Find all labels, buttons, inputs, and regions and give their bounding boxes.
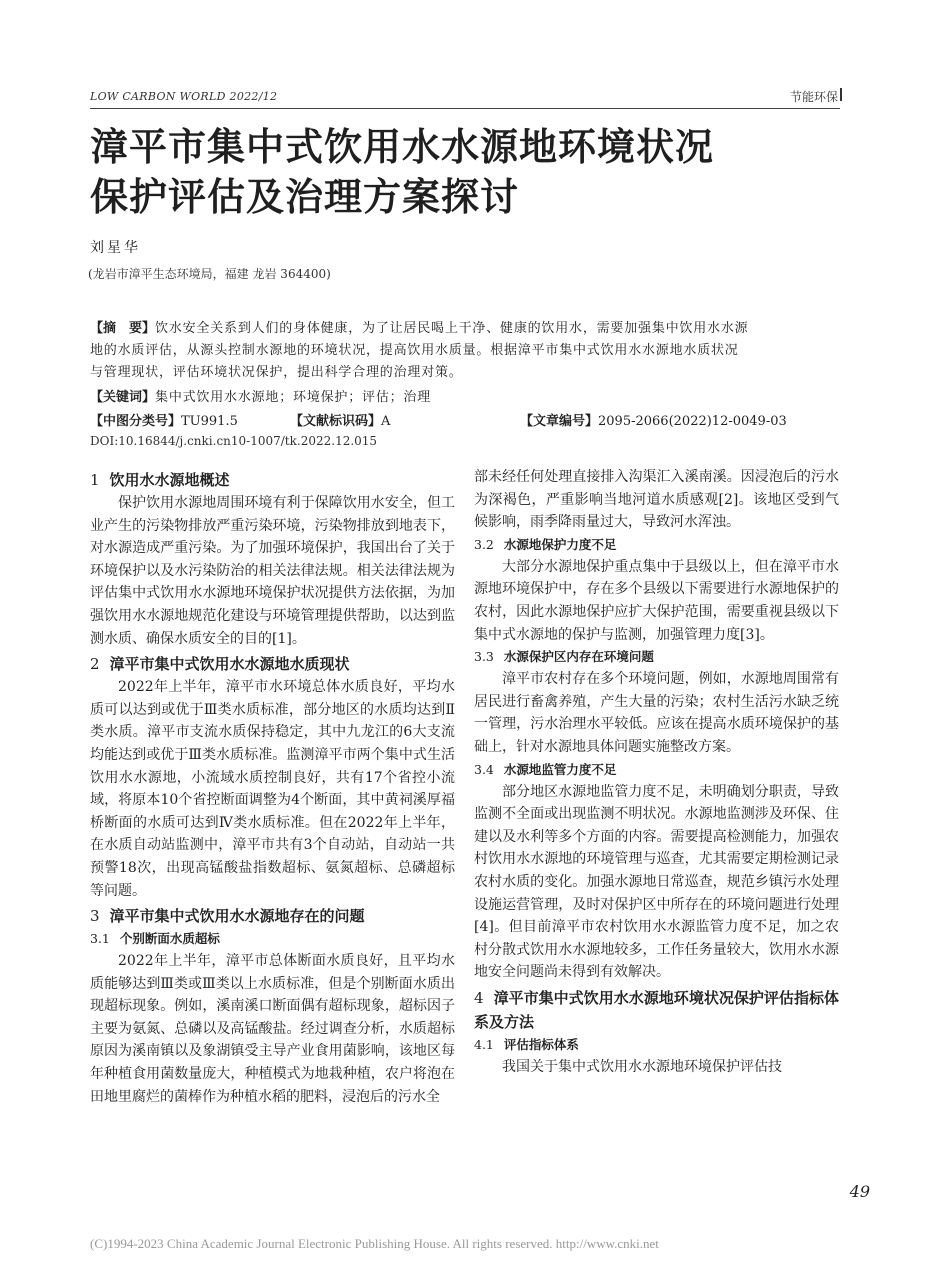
subsection-heading-3-3: 3.3 水源保护区内存在环境问题 (474, 649, 654, 665)
doc-code-value: A (381, 414, 391, 429)
affiliation: (龙岩市漳平生态环境局，福建 龙岩 364400) (88, 267, 331, 281)
keywords-text: 集中式饮用水水源地；环境保护；评估；治理 (155, 390, 432, 405)
journal-header: LOW CARBON WORLD 2022/12 (90, 90, 278, 103)
paragraph: 我国关于集中式饮用水水源地环境保护评估技 (502, 1058, 782, 1075)
paragraph: 漳平市农村存在多个环境问题，例如，水源地周围常有居民进行畜禽养殖，产生大量的污染；农村生活污水缺乏统一管理，污水治理水平较低。应该在提高水质环境保护的基础上，针对水源地具体问题实施整改方案。 (474, 671, 839, 755)
article-number (520, 410, 787, 429)
classification-value: TU991.5 (181, 414, 238, 429)
title-line-1: 漳平市集中式饮用水水源地环境状况 (90, 125, 715, 169)
paragraph: 部未经任何处理直接排入沟渠汇入溪南溪。因浸泡后的污水为深褐色，严重影响当地河道水质感观[2]。该地区受到气候影响，雨季降雨量过大，导致河水浑浊。 (474, 469, 839, 531)
paragraph: 部分地区水源地监管力度不足，未明确划分职责，导致监测不全面或出现监测不明状况。水源地监测涉及环保、住建以及水利等多个方面的内容。需要提高检测能力，加强农村饮用水水源地的环境管理与巡查，尤其需要定期检测记录农村水质的变化。加强水源地日常巡查，规范乡镇污水处理设施运营管理，及时对保护区中所存在的环境问题进行处理[4]。但目前漳平市农村饮用水水源监管力度不足，加之农村分散式饮用水水源地较多，工作任务量较大，饮用水水源地安全问题尚未得到有效解决。 (474, 783, 839, 981)
header-rule (90, 108, 840, 109)
article-number-value: 2095-2066(2022)12-0049-03 (598, 414, 787, 429)
keywords-label: 【关键词】 (90, 390, 156, 405)
article-number-label: 【文章编号】 (520, 414, 599, 429)
section-heading-2: 2 漳平市集中式饮用水水源地水质现状 (90, 655, 350, 674)
doc-code (290, 410, 390, 429)
article-title (90, 122, 714, 222)
subsection-heading-3-4: 3.4 水源地监管力度不足 (474, 761, 617, 777)
section-label: 节能环保 (789, 90, 838, 104)
paragraph: 保护饮用水源地周围环境有利于保障饮用水安全，但工业产生的污染物排放严重污染环境，污染物排放到地表下，对水源造成严重污染。为了加强环境保护，我国出台了关于环境保护以及水污染防治的相关法律法规。相关法律法规为评估集中式饮用水水源地环境保护状况提供方法依据，为加强饮用水水源地规范化建设与环境管理提供帮助，以达到监测水质、确保水质安全的目的[1]。 (90, 495, 455, 647)
subsection-heading-3-2: 3.2 水源地保护力度不足 (474, 536, 617, 552)
column-right (474, 466, 839, 1078)
abstract-line-2: 地的水质评估，从源头控制水源地的环境状况，提高饮用水质量。根据漳平市集中式饮用水水源地水质状况 (90, 343, 739, 358)
copyright-footer: (C)1994-2023 China Academic Journal Electronic Publishing House. All rights reserved. http://www.cnki.net (90, 1236, 659, 1251)
doi: DOI:10.16844/j.cnki.cn10-1007/tk.2022.12.015 (90, 434, 378, 448)
classification (90, 410, 238, 429)
section-heading-4: 4 漳平市集中式饮用水水源地环境状况保护评估指标体系及方法 (474, 988, 839, 1031)
abstract-line-3: 与管理现状，评估环境状况保护，提出科学合理的治理对策。 (90, 365, 463, 380)
paragraph: 大部分水源地保护重点集中于县级以上，但在漳平市水源地环境保护中，存在多个县级以下需要进行水源地保护的农村，因此水源地保护应扩大保护范围，需要重视县级以下集中式水源地的保护与监测，加强管理力度[3]。 (474, 558, 839, 643)
author: 刘星华 (90, 240, 141, 256)
section-heading-1: 1 饮用水水源地概述 (90, 471, 230, 489)
paragraph: 2022年上半年，漳平市水环境总体水质良好，平均水质可以达到或优于Ⅲ类水质标准，部分地区的水质均达到Ⅱ类水质。漳平市支流水质保持稳定，其中九龙江的6大支流均能达到或优于Ⅲ类水质标准。监测漳平市两个集中式生活饮用水水源地，小流域水质控制良好，共有17个省控小流域，将原本10个省控断面调整为4个断面，其中黄祠溪厚福桥断面的水质可达到Ⅳ类水质标准。但在2022年上半年，在水质自动站监测中，漳平市共有3个自动站，自动站一共预警18次，出现高锰酸盐指数超标、氨氮超标、总磷超标等问题。 (90, 679, 455, 899)
abstract (90, 318, 840, 384)
section-heading-3: 3 漳平市集中式饮用水水源地存在的问题 (90, 907, 365, 926)
paragraph: 2022年上半年，漳平市总体断面水质良好，且平均水质能够达到Ⅲ类或Ⅲ类以上水质标准，但是个别断面水质出现超标现象。例如，溪南溪口断面偶有超标现象，超标因子主要为氨氮、总磷以及高锰酸盐。经过调查分析，水质超标原因为溪南镇以及象湖镇受主导产业食用菌影响，该地区每年种植食用菌数量庞大，种植模式为地栽种植，农户将泡在田地里腐烂的菌棒作为种植水稻的肥料，浸泡后的污水全 (90, 953, 455, 1105)
abstract-label: 【摘 要】 (90, 321, 156, 336)
classification-label: 【中图分类号】 (90, 414, 182, 429)
keywords (90, 386, 431, 405)
column-left (90, 466, 455, 1108)
page-number: 49 (849, 1182, 870, 1201)
abstract-line-1: 饮水安全关系到人们的身体健康，为了让居民喝上干净、健康的饮用水，需要加强集中饮用水水源 (155, 321, 749, 336)
subsection-heading-3-1: 3.1 个别断面水质超标 (90, 931, 220, 947)
header-bar-divider (840, 88, 842, 101)
title-line-2: 保护评估及治理方案探讨 (90, 175, 520, 219)
doc-code-label: 【文献标识码】 (290, 414, 382, 429)
subsection-heading-4-1: 4.1 评估指标体系 (474, 1036, 579, 1052)
